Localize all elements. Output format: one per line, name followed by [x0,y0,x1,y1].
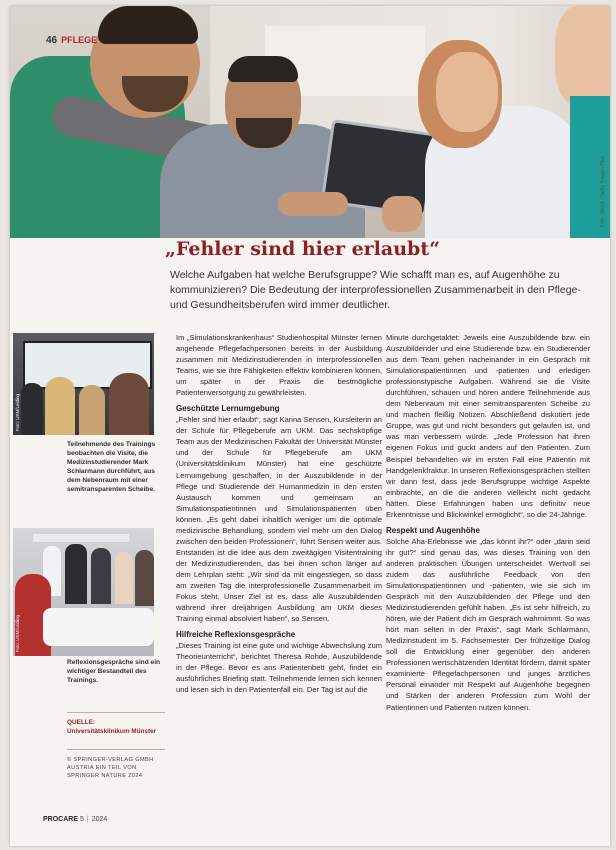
body-paragraph: Minute durchgetaktet: Jeweils eine Auszubildende bzw. ein Auszubildender und eine Studierende bzw. ein Studierender aus dem Team gehen nacheinander in ein Gespräch mit Simulationspatientinnen und -patienten und erledigen professionstypische Aufgaben. Während sie die Visite durchführen, schauen und hören andere Teilnehmende aus dem Nebenraum mit einer semitransparenten Scheibe zu und machen fleißig Notizen. Abschließend diskutiert jede Gruppe, was gut und nicht besonders gut gelaufen ist, und was man verbessern würde. „Jede Profession hat ihren eigenen Fokus und guckt anders auf den Patienten. Zum Beispiel behandelten wir im ersten Fall eine Patientin mit Handgelenkfraktur. In unseren Reflexionsgesprächen stellten wir dann fest, dass jede Berufsgruppe wichtige Aspekte einbrachte, an die die anderen vielleicht nicht gedacht hätten. Diese Erfahrungen haben uns definitiv neue Erkenntnisse und Blickwinkel ermöglicht“, so die 24-Jährige. [386,333,590,519]
magazine-name: PROCARE [43,816,79,823]
article-column-2 [386,332,590,713]
photo-caption: Reflexionsgespräche sind ein wichtiger Bestandteil des Trainings. [67,659,161,684]
reflection-session-photo [13,528,154,656]
lead-paragraph: Welche Aufgaben hat welche Berufsgruppe? Wie schafft man es, auf Augenhöhe zu kommunizieren? Die Bedeutung der interprofessionellen Zusammenarbeit in den Pflege- und Gesundheitsberufen wird immer deutlicher. [170,269,581,311]
article-column-1 [176,332,382,695]
source-block [67,718,167,736]
divider [67,712,165,713]
page-number: 46 PFLEGE [46,35,98,46]
issue-year: 2024 [91,816,108,823]
body-paragraph: „Fehler sind hier erlaubt“, sagt Karina Sensen, Kursleiterin an der Schule für Pflegeberufe am UKM. Das sechsköpfige Team aus der Medizinischen Fakultät der Universität Münster und der Schule für Pflegeberufe am UKM (Universitätsklinikum Münster) hat eine geschützte Lernumgebung geschaffen, in der Auszubildende in der Pflege und Studierende der Humanmedizin in den ersten Austausch kommen und gemeinsam an Simulationspatientinnen und Simulationspatienten üben können. „Es geht dabei inhaltlich weniger um die optimale medizinische Behandlung, sondern viel mehr um den Dialog zwischen den beiden Professionen“, führt Sensen weiter aus. Entstanden ist die Idee aus dem zweitägigen Visitentraining der Medizinstudierenden, das bei ihnen schon länger auf dem Lehrplan steht: „Wir sind da mit eingestiegen, so dass am zweiten Tag die interprofessionelle Zusammenarbeit im Fokus steht. Unser Ziel ist es, dass alle Auszubildenden während ihrer dreijährigen Ausbildung am UKM dieses Training einmal absolviert haben“, so Sensen. [176,415,382,624]
training-observation-photo [13,333,154,435]
copyright: © SPRINGER-VERLAG GMBH AUSTRIA EIN TEIL VON SPRINGER NATURE 2024 [67,757,154,779]
subheading: Geschützte Lernumgebung [176,404,280,414]
source-name: Universitätsklinikum Münster [67,728,157,735]
photo-credit: Foto: UKM/Leiding [15,614,20,652]
photo-credit: Foto: iStock / Getty Images Plus [600,156,606,228]
section-label: PFLEGE [61,35,98,45]
body-paragraph: „Dieses Training ist eine gute und wichtige Abwechslung zum Theorieunterricht“, berichtet Theresa Rohde, Auszubildende in der Pflege. Bevor es ans Patientenbett geht, findet ein ausführliches Briefing statt. Teilnehmende lernen sich kennen und lesen sich in den Patientenfall ein. Der Tag ist auf die [176,641,382,695]
photo-caption: Teilnehmende des Trainings beobachten die Visite, die Medizinstudierender Mark Schlarmann durchführt, aus dem Nebenraum mit einer semitransparenten Scheibe. [67,441,156,493]
body-paragraph: Im „Simulationskrankenhaus“ Studienhospital Münster lernen angehende Pflegefachpersonen bereits in der Ausbildung zusammen mit Medizinstudierenden in interprofessionellen Teams, wie sie ihre Fähigkeiten effektiv kombinieren können, um später in der Praxis die bestmögliche Patientenversorgung zu gewährleisten. [176,333,382,398]
magazine-page [10,6,610,846]
issue-number: 5 [79,816,84,823]
headline: „Fehler sind hier erlaubt“ [165,238,441,260]
page-footer: PROCARE 5 | 2024 [43,816,108,823]
divider [67,749,165,750]
hero-photo [10,6,610,238]
subheading: Hilfreiche Reflexionsgespräche [176,630,296,640]
source-label: QUELLE: [67,719,96,726]
subheading: Respekt und Augenhöhe [386,525,480,535]
body-paragraph: Solche Aha-Erlebnisse wie „das könnt ihr?“ oder „darin seid ihr gut?“ sind genau das, was dieses Training von den anderen praktischen Übungen unterscheidet. Wertvoll sei zudem das ausführliche Feedback von den Simulationspatientinnen und -patienten, wie sie sich im Gespräch mit den Auszubildenden der Pflege und den Medizinstudierenden gefühlt haben. „Es ist sehr hilfreich, zu hören, wie der Patient dich im Gespräch wahrnimmt. So was hört man selten in der Praxis“, sagt Mark Schlarmann, Medizinstudent im 5. Fachsemester. Der frühzeitige Dialog soll die Entwicklung einer gegenüber den anderen Professionen wertschätzenden Identität fördern, damit später examinierte Pflegefachpersonen und junges ärztliches Personal einander mit Respekt auf Augenhöhe begegnen und Stärken der anderen Profession zum Wohl der Patientinnen und Patienten nutzen können. [386,536,590,712]
photo-credit: Foto: UKM/Leiding [15,393,20,431]
